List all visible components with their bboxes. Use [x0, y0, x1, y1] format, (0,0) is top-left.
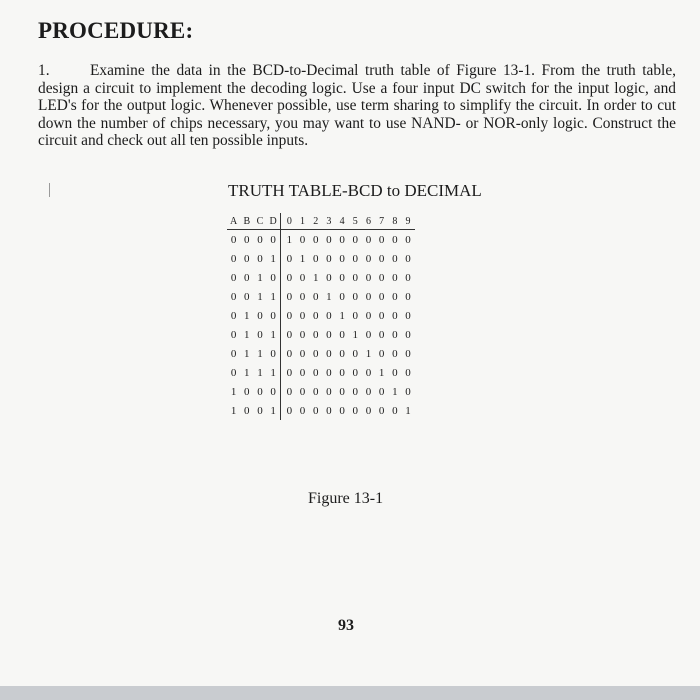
output-cell: 0: [299, 347, 306, 360]
output-cell: 0: [392, 309, 398, 322]
output-cell: 0: [405, 271, 411, 284]
input-cell: 0: [270, 385, 276, 398]
input-cell: 0: [230, 347, 237, 360]
input-cell: 0: [257, 385, 263, 398]
output-cell: 0: [280, 249, 296, 268]
output-cell: 0: [339, 385, 345, 398]
input-cell: 0: [270, 309, 276, 322]
step-number: 1.: [38, 62, 50, 79]
output-cell: 0: [365, 271, 372, 284]
output-cell: 0: [326, 366, 332, 379]
output-cell: 0: [405, 366, 411, 379]
output-cell: 0: [312, 233, 319, 246]
output-cell: 0: [378, 404, 385, 417]
input-cell: 1: [270, 366, 276, 379]
output-header-2: 2: [313, 215, 319, 227]
output-cell: 1: [378, 366, 385, 379]
input-cell: 1: [270, 404, 276, 417]
output-cell: 0: [392, 366, 398, 379]
output-cell: 0: [299, 328, 306, 341]
output-cell: 0: [312, 347, 319, 360]
output-cell: 0: [339, 347, 345, 360]
output-cell: 0: [280, 268, 296, 287]
output-cell: 0: [378, 271, 385, 284]
output-header-9: 9: [405, 215, 411, 227]
output-header-6: 6: [365, 215, 371, 227]
output-cell: 0: [392, 404, 398, 417]
output-cell: 0: [352, 309, 359, 322]
input-cell: 1: [257, 271, 263, 284]
output-cell: 0: [280, 344, 296, 363]
input-cell: 0: [230, 233, 237, 246]
output-header-1: 1: [300, 215, 306, 227]
input-header-b: B: [243, 215, 251, 227]
output-cell: 0: [339, 404, 345, 417]
output-cell: 0: [352, 404, 359, 417]
output-cell: 0: [392, 328, 398, 341]
output-cell: 1: [326, 290, 332, 303]
table-row: [227, 230, 415, 250]
input-cell: 1: [230, 404, 237, 417]
table-row: [227, 249, 415, 268]
output-cell: 0: [365, 290, 372, 303]
output-cell: 0: [326, 309, 332, 322]
output-cell: 0: [365, 366, 372, 379]
output-cell: 0: [326, 271, 332, 284]
output-cell: 0: [299, 309, 306, 322]
input-cell: 1: [244, 366, 250, 379]
output-header-0: 0: [280, 213, 296, 230]
output-cell: 0: [352, 385, 359, 398]
output-cell: 1: [392, 385, 398, 398]
output-cell: 0: [326, 347, 332, 360]
input-cell: 0: [244, 404, 250, 417]
output-cell: 0: [352, 233, 359, 246]
input-cell: 1: [257, 347, 263, 360]
output-cell: 0: [378, 347, 385, 360]
input-cell: 0: [244, 233, 250, 246]
output-cell: 0: [280, 363, 296, 382]
output-cell: 0: [280, 287, 296, 306]
input-cell: 1: [257, 290, 263, 303]
table-row: [227, 306, 415, 325]
output-cell: 0: [339, 290, 345, 303]
output-header-3: 3: [326, 215, 332, 227]
output-cell: 0: [339, 252, 345, 265]
output-cell: 0: [378, 233, 385, 246]
output-cell: 0: [299, 233, 306, 246]
input-cell: 0: [230, 252, 237, 265]
output-cell: 0: [352, 271, 359, 284]
output-cell: 0: [378, 290, 385, 303]
input-cell: 1: [230, 385, 237, 398]
output-cell: 0: [392, 233, 398, 246]
output-cell: 0: [378, 309, 385, 322]
output-cell: 0: [339, 328, 345, 341]
input-cell: 0: [257, 309, 263, 322]
input-cell: 0: [244, 385, 250, 398]
table-row: [227, 268, 415, 287]
input-header-d: D: [269, 215, 277, 227]
input-cell: 0: [244, 271, 250, 284]
page-number: 93: [338, 617, 354, 634]
output-cell: 0: [280, 325, 296, 344]
output-cell: 0: [365, 252, 372, 265]
table-row: [227, 401, 415, 420]
input-cell: 0: [230, 290, 237, 303]
output-cell: 0: [312, 385, 319, 398]
input-cell: 0: [244, 290, 250, 303]
output-cell: 0: [299, 404, 306, 417]
output-cell: 0: [326, 252, 332, 265]
output-cell: 0: [378, 252, 385, 265]
output-cell: 0: [378, 328, 385, 341]
output-cell: 0: [405, 385, 411, 398]
output-cell: 0: [326, 385, 332, 398]
output-cell: 1: [352, 328, 359, 341]
output-cell: 0: [392, 347, 398, 360]
output-cell: 0: [280, 401, 296, 420]
table-row: [227, 325, 415, 344]
output-cell: 0: [405, 233, 411, 246]
input-cell: 0: [270, 233, 276, 246]
output-cell: 0: [312, 366, 319, 379]
step-text: Examine the data in the BCD-to-Decimal truth table of Figure 13-1. From the truth table, design a circuit to implement the decoding logic. Use a four input DC switch for the input logic, and LED's for the output logic. Whenever possible, use term sharing to simplify the circuit. In order to cut down the number of chips necessary, you may want to use NAND- or NOR-only logic. Construct the circuit and check out all ten possible inputs.: [38, 62, 676, 150]
output-header-4: 4: [339, 215, 345, 227]
output-cell: 0: [365, 328, 372, 341]
output-cell: 0: [312, 290, 319, 303]
output-cell: 0: [392, 290, 398, 303]
input-cell: 0: [257, 328, 263, 341]
output-cell: 1: [280, 230, 296, 250]
input-cell: 0: [230, 328, 237, 341]
table-row: [227, 363, 415, 382]
output-cell: 0: [339, 233, 345, 246]
table-body: [227, 230, 415, 421]
output-cell: 0: [326, 233, 332, 246]
output-cell: 0: [378, 385, 385, 398]
output-cell: 1: [365, 347, 372, 360]
output-cell: 0: [312, 328, 319, 341]
input-cell: 1: [244, 328, 250, 341]
output-header-5: 5: [352, 215, 358, 227]
output-cell: 0: [392, 271, 398, 284]
output-cell: 0: [365, 404, 372, 417]
procedure-heading: PROCEDURE:: [38, 18, 194, 43]
output-cell: 0: [339, 271, 345, 284]
output-cell: 0: [280, 382, 296, 401]
input-cell: 0: [270, 271, 276, 284]
output-cell: 0: [405, 347, 411, 360]
output-cell: 0: [405, 309, 411, 322]
output-cell: 0: [312, 404, 319, 417]
output-cell: 0: [312, 252, 319, 265]
input-cell: 0: [257, 233, 263, 246]
output-cell: 0: [405, 252, 411, 265]
output-cell: 0: [365, 309, 372, 322]
figure-caption: Figure 13-1: [308, 490, 384, 507]
input-cell: 1: [270, 252, 276, 265]
table-row: [227, 382, 415, 401]
input-cell: 1: [270, 328, 276, 341]
table-title: TRUTH TABLE-BCD to DECIMAL: [228, 181, 482, 200]
input-cell: 0: [230, 309, 237, 322]
output-cell: 1: [299, 252, 306, 265]
output-cell: 0: [280, 306, 296, 325]
output-cell: 0: [352, 252, 359, 265]
output-cell: 0: [405, 328, 411, 341]
output-cell: 0: [365, 385, 372, 398]
output-cell: 0: [365, 233, 372, 246]
output-cell: 0: [352, 366, 359, 379]
input-cell: 0: [244, 252, 250, 265]
input-cell: 1: [257, 366, 263, 379]
output-cell: 0: [299, 385, 306, 398]
table-header-row: [227, 213, 415, 230]
output-header-8: 8: [392, 215, 398, 227]
margin-mark: [49, 183, 50, 197]
input-cell: 0: [230, 366, 237, 379]
procedure-paragraph: [38, 62, 676, 150]
output-cell: 0: [352, 290, 359, 303]
input-cell: 0: [230, 271, 237, 284]
viewer-bottom-bar: [0, 686, 700, 700]
output-cell: 1: [312, 271, 319, 284]
output-cell: 0: [312, 309, 319, 322]
input-cell: 0: [257, 252, 263, 265]
output-cell: 0: [326, 404, 332, 417]
input-cell: 0: [270, 347, 276, 360]
output-header-7: 7: [379, 215, 385, 227]
table-row: [227, 344, 415, 363]
output-cell: 0: [326, 328, 332, 341]
output-cell: 0: [405, 290, 411, 303]
output-cell: 0: [339, 366, 345, 379]
input-cell: 1: [244, 347, 250, 360]
input-cell: 0: [257, 404, 263, 417]
truth-table: [227, 213, 415, 420]
input-cell: 1: [244, 309, 250, 322]
output-cell: 0: [299, 271, 306, 284]
table-row: [227, 287, 415, 306]
output-cell: 0: [352, 347, 359, 360]
output-cell: 0: [392, 252, 398, 265]
input-header-a: A: [229, 215, 238, 227]
output-cell: 0: [299, 366, 306, 379]
input-cell: 1: [270, 290, 276, 303]
output-cell: 0: [299, 290, 306, 303]
output-cell: 1: [339, 309, 345, 322]
input-header-c: C: [256, 215, 264, 227]
output-cell: 1: [405, 404, 411, 417]
